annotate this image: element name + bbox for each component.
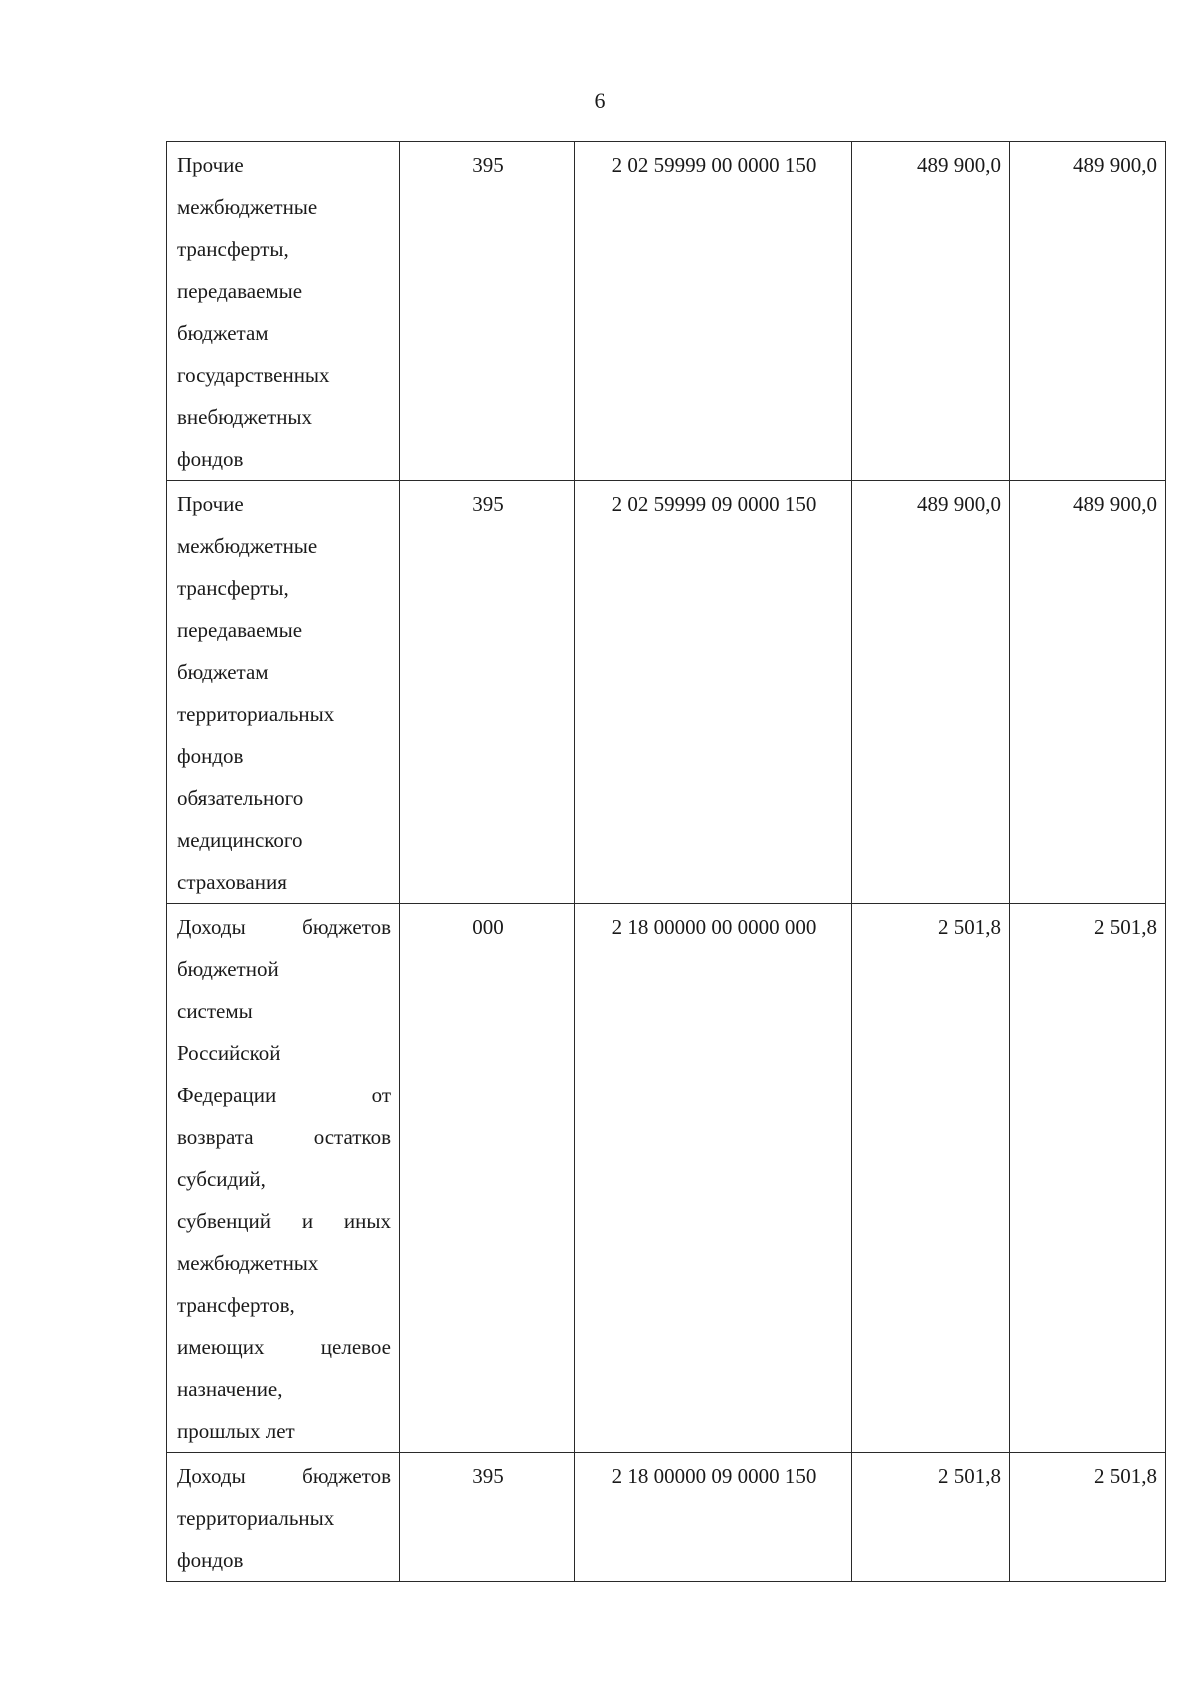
budget-table xyxy=(166,141,1166,1582)
income-name-line: трансферты, xyxy=(177,576,289,600)
value-2-cell: 489 900,0 xyxy=(1010,481,1166,904)
admin-code-cell: 395 xyxy=(400,1453,575,1582)
table-row xyxy=(167,142,1166,481)
kbk-code-cell: 2 02 59999 09 0000 150 xyxy=(575,481,852,904)
table-row xyxy=(167,1453,1166,1582)
table-row xyxy=(167,481,1166,904)
income-name-cell xyxy=(167,904,400,1453)
income-name-line: трансфертов, xyxy=(177,1293,295,1317)
value-2-cell: 2 501,8 xyxy=(1010,1453,1166,1582)
income-name-line: бюджетам xyxy=(177,321,269,345)
income-name-cell xyxy=(167,1453,400,1582)
kbk-code-cell: 2 18 00000 00 0000 000 xyxy=(575,904,852,1453)
kbk-code-cell: 2 18 00000 09 0000 150 xyxy=(575,1453,852,1582)
income-name-line: внебюджетных xyxy=(177,405,313,429)
income-name-line: передаваемые xyxy=(177,618,303,642)
value-1-cell: 2 501,8 xyxy=(852,904,1010,1453)
income-name-cell xyxy=(167,142,400,481)
income-name-line: фондов xyxy=(177,447,244,471)
income-name-line: имеющих целевое xyxy=(177,1335,391,1359)
income-name-line: трансферты, xyxy=(177,237,289,261)
income-name-line: возврата остатков xyxy=(177,1125,391,1149)
income-name-line: фондов xyxy=(177,1548,244,1572)
income-name-line: системы xyxy=(177,999,253,1023)
income-name-line: субсидий, xyxy=(177,1167,266,1191)
value-1-cell: 2 501,8 xyxy=(852,1453,1010,1582)
income-name-line: страхования xyxy=(177,870,287,894)
income-name-line: Прочие xyxy=(177,492,244,516)
income-name-line: фондов xyxy=(177,744,244,768)
income-name-line: субвенций и иных xyxy=(177,1209,391,1233)
value-2-cell: 2 501,8 xyxy=(1010,904,1166,1453)
income-name-line: межбюджетные xyxy=(177,195,318,219)
income-name-line: государственных xyxy=(177,363,330,387)
income-name-line: бюджетной xyxy=(177,957,279,981)
income-name-line: межбюджетные xyxy=(177,534,318,558)
admin-code-cell: 000 xyxy=(400,904,575,1453)
income-name-line: территориальных xyxy=(177,702,335,726)
income-name-line: Федерации от xyxy=(177,1083,391,1107)
income-name-line: Российской xyxy=(177,1041,281,1065)
income-name-line: передаваемые xyxy=(177,279,303,303)
kbk-code-cell: 2 02 59999 00 0000 150 xyxy=(575,142,852,481)
income-name-line: межбюджетных xyxy=(177,1251,319,1275)
income-name-line: Прочие xyxy=(177,153,244,177)
income-name-line: прошлых лет xyxy=(177,1419,295,1443)
admin-code-cell: 395 xyxy=(400,142,575,481)
income-name-cell xyxy=(167,481,400,904)
page-number: 6 xyxy=(594,88,606,113)
income-name-line: назначение, xyxy=(177,1377,283,1401)
value-1-cell: 489 900,0 xyxy=(852,481,1010,904)
income-name-line: Доходы бюджетов xyxy=(177,915,391,939)
income-name-line: Доходы бюджетов xyxy=(177,1464,391,1488)
admin-code-cell: 395 xyxy=(400,481,575,904)
table-row xyxy=(167,904,1166,1453)
value-1-cell: 489 900,0 xyxy=(852,142,1010,481)
income-name-line: бюджетам xyxy=(177,660,269,684)
income-name-line: медицинского xyxy=(177,828,303,852)
income-name-line: территориальных xyxy=(177,1506,335,1530)
value-2-cell: 489 900,0 xyxy=(1010,142,1166,481)
income-name-line: обязательного xyxy=(177,786,304,810)
